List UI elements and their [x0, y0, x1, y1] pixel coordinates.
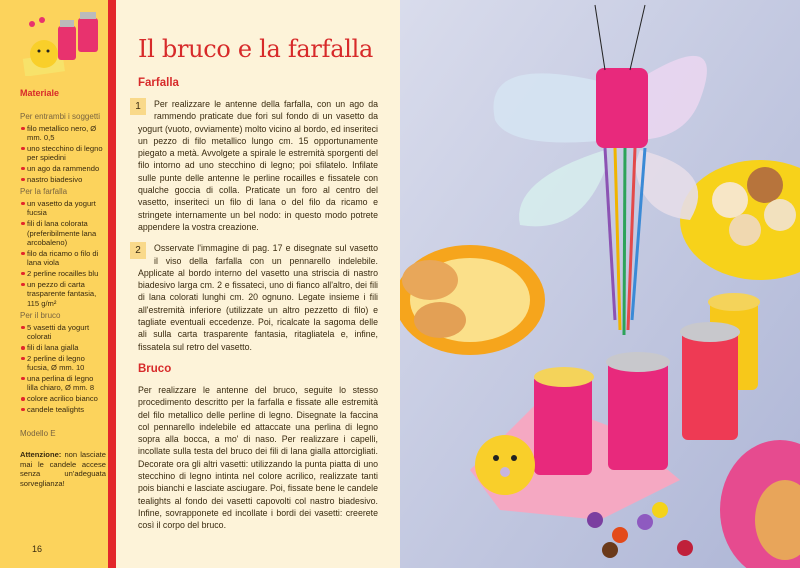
material-item: fili di lana gialla	[20, 343, 106, 353]
material-item: filo metallico nero, Ø mm. 0,5	[20, 124, 106, 143]
material-item: candele tealights	[20, 405, 106, 415]
material-item: 5 vasetti da yogurt colorati	[20, 323, 106, 342]
material-item: filo da ricamo o filo di lana viola	[20, 249, 106, 268]
materials-group-list	[20, 323, 106, 414]
materials-group-list	[20, 199, 106, 309]
project-photo	[400, 0, 800, 568]
material-item: uno stecchino di legno per spiedini	[20, 144, 106, 163]
step-2-text: Osservate l'immagine di pag. 17 e disegnate sul vasetto il viso della farfalla con un pennarello indelebile. Applicate al bordo interno del vasetto una striscia di nastro biadesivo larga cm. 2 e fissateci, uno di fianco all'altro, dei fili di lana colorati lunghi cm. 20 ognuno. Legate insieme i fili all'estremità inferiore (utilizzate un altro pezzetto di filo) e tagliate eventuali eccedenze. Poi, ricalcate la sagoma delle ali sulla carta trasparente fantasia, ritagliatela e, infine, fissatela sul retro del vasetto.	[138, 243, 378, 352]
page-title: Il bruco e la farfalla	[138, 35, 373, 63]
article-content	[135, 34, 378, 541]
materials-sidebar	[0, 0, 108, 568]
step-number: 1	[130, 98, 146, 115]
materials-group-label: Per la farfalla	[20, 187, 68, 197]
section-heading-farfalla: Farfalla	[138, 77, 179, 89]
materials-group-label: Per il bruco	[20, 311, 61, 321]
materials-group-label: Per entrambi i soggetti	[20, 112, 101, 121]
materials-title: Materiale	[20, 88, 60, 98]
section-heading-bruco: Bruco	[138, 362, 172, 375]
material-item: 2 perline rocailles blu	[20, 269, 106, 279]
warning-note	[20, 450, 106, 488]
material-item: un vasetto da yogurt fucsia	[20, 199, 106, 218]
materials-group-list	[20, 124, 106, 185]
material-item: nastro biadesivo	[20, 175, 106, 185]
step-2-paragraph	[135, 242, 378, 353]
caterpillar-thumbnail	[14, 6, 104, 76]
warning-label: Attenzione:	[20, 450, 62, 460]
page-number: 16	[32, 544, 43, 554]
materials-list	[20, 109, 106, 415]
article	[116, 0, 400, 568]
sidebar-content	[20, 88, 106, 534]
step-number: 2	[130, 242, 146, 259]
material-item: una perlina di legno lilla chiaro, Ø mm. 8	[20, 374, 106, 393]
material-item: un pezzo di carta trasparente fantasia, 115 g/m²	[20, 280, 106, 309]
material-item: colore acrilico bianco	[20, 394, 106, 404]
step-1-paragraph	[135, 98, 378, 233]
bruco-paragraph: Per realizzare le antenne del bruco, seguite lo stesso procedimento descritto per la farfalla e fissate alle estremità del filo metallico delle perline di legno. Disegnate la faccina col pennarello indelebile ed attaccate una perlina di legno sopra alla bocca, a mo' di naso. Per realizzare i capelli, incollate sulla testa del bruco dei fili di lana gialla attorcigliati. Decorate ora gli altri vasetti: utilizzando la punta piatta di uno stecchino di legno intinta nel colore acrilico, realizzate tanti pois bianchi e lasciate asciugare. Poi, fissate bene le candele tealights al fondo dei vasetti capovolti col nastro biadesivo. Infine, sovrapponete ed incollate i bordi dei vasetti: creerete così il corpo del bruco.	[138, 384, 378, 531]
material-item: un ago da rammendo	[20, 164, 106, 174]
model-label: Modello E	[20, 429, 56, 439]
material-item: 2 perline di legno fucsia, Ø mm. 10	[20, 354, 106, 373]
red-divider	[108, 0, 116, 568]
warning-text: non lasciate mai le candele accese senza un'adeguata sorveglianza!	[20, 450, 106, 488]
step-1-text: Per realizzare le antenne della farfalla, con un ago da rammendo praticate due fori sul fondo di un vasetto da yogurt (vuoto, ovviamente) molto vicino al bordo, ed inseriteci un pezzo di filo metallico lungo cm. 15 opportunamente piegato a metà. Avvolgete a spirale le estremità sporgenti del filo intorno ad uno stecchino di legno; poi sfilatelo. Infilate sulle punte delle antenne le perline rocailles e fissatele con qualche goccia di colla. Praticate un foro al centro del vasetto, inseriteci un filo di lana o del filo da ricamo e stringete internamente un bel nodo: in questo modo potrete appendere la vostra creazione.	[138, 99, 378, 232]
material-item: fili di lana colorata (preferibilmente lana arcobaleno)	[20, 219, 106, 248]
